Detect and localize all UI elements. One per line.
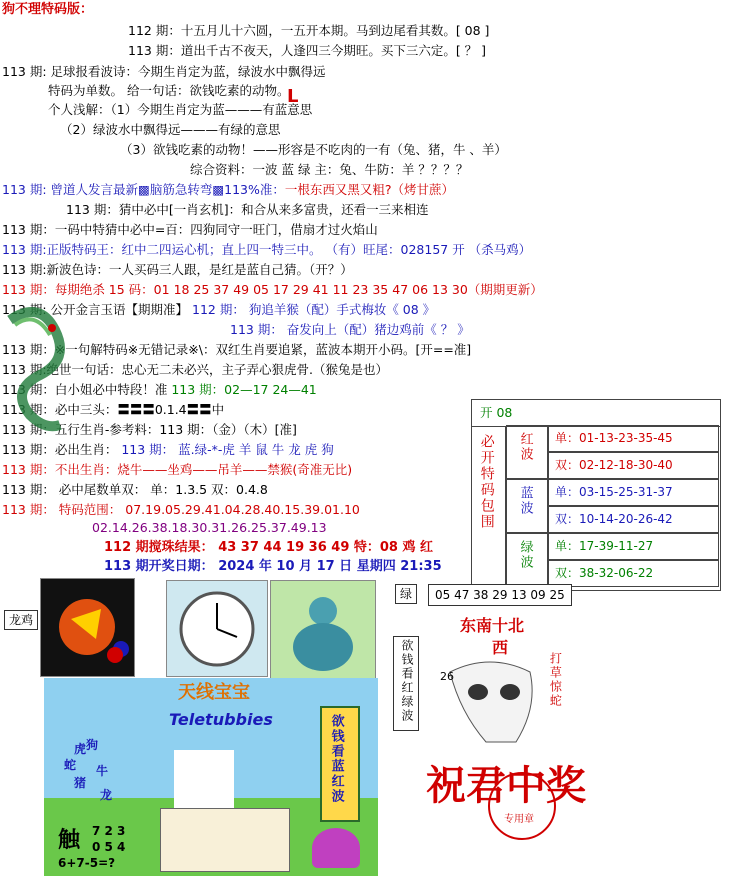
line-interpretation-3: （3）欲钱吃素的动物！——形容是不吃肉的一有（兔、猪，牛 、羊） (120, 142, 507, 157)
line-one-sentence: 113 期：※一句解特码※无错记录※\：双红生肖要追紧，蓝波本期开小码。[开==准] (2, 342, 472, 357)
table-row-numbers: 38-32-06-22 (579, 566, 654, 580)
poster-zodiac-tag: 牛 (96, 764, 109, 778)
line-112-riddle: 112 期：十五月儿十六圆，一五开本期。马到边尾看其数。[ 08 ] (128, 23, 490, 38)
table-row-numbers: 02-12-18-30-40 (579, 458, 673, 472)
cow-skull-image: 东南十北 西 26 打草惊蛇 (430, 612, 580, 762)
table-row-numbers: 03-15-25-31-37 (579, 485, 673, 499)
line-miss-white: 113 期：白小姐必中特段！准 113 期：02—17 24—41 (2, 382, 317, 397)
table-row (548, 506, 719, 533)
poster-math-line: 7 2 3 (92, 824, 126, 838)
table-row-label: 双： (555, 566, 580, 580)
line-guess: 113 期：猜中必中[一肖玄机]：和合从来多富贵，还看一三来相连 (66, 202, 429, 217)
good-luck-text: 祝君中奖 (426, 762, 586, 809)
poster-zodiac-tag: 猪 (74, 776, 87, 790)
poster-zodiac-tag: 狗 (86, 738, 99, 752)
table-row-label: 双： (555, 512, 580, 526)
poster-math-line: 0 5 4 (92, 840, 126, 854)
table-row-label: 单： (555, 431, 580, 445)
line-golden-words: 113 期: 公开金言玉语【期期准】 112 期： 狗追羊猴（配）手式梅妆《 08 》 (2, 302, 436, 317)
line-113-riddle: 113 期：道出千古不夜天，人逢四三今期旺。买下三六定。[ ？ ] (128, 43, 487, 58)
table-row (548, 452, 719, 479)
poster-zodiac-tag: 蛇 (64, 758, 77, 772)
line-range-2: 02.14.26.38.18.30.31.26.25.37.49.13 (92, 520, 327, 535)
callout-numbers: 05 47 38 29 13 09 25 (428, 584, 572, 606)
line-must-zodiac: 113 期：必出生肖： 113 期： 蓝.绿-*-虎 羊 鼠 牛 龙 虎 狗 (2, 442, 334, 457)
table-row (548, 533, 719, 560)
line-football-poem: 113 期: 足球报看波诗：今期生肖定为蓝，绿波水中飘得远 (2, 64, 326, 79)
line-not-zodiac: 113 期：不出生肖：烧牛——坐鸡——吊羊——禁猴(奇准无比) (2, 462, 353, 477)
poster-logo: Teletubbies (169, 710, 273, 729)
rooster-dragon-image (40, 578, 135, 677)
table-row (548, 560, 719, 587)
table-row-numbers: 17-39-11-27 (579, 539, 654, 553)
line-one-code: 113 期：一码中特猜中必中=百：四狗同守一旺门，借扇才过火焰山 (2, 222, 378, 237)
callout-vertical: 欲钱看红绿波 (393, 636, 419, 731)
letter-mark: L (287, 86, 299, 107)
table-row-label: 单： (555, 539, 580, 553)
table-group-2 (506, 533, 548, 587)
table-group-1 (506, 479, 548, 533)
poster-blank (174, 750, 234, 810)
poster-zodiac-tag: 龙 (100, 788, 113, 802)
table-header: 开 08 (472, 400, 720, 427)
teletubbies-poster (44, 678, 378, 876)
vertical-banner: 欲钱看蓝红波 (320, 706, 360, 822)
poster-notes (160, 808, 290, 872)
table-side-label: 必开特码包围 (472, 426, 506, 590)
line-interpretation-2: （2）绿波水中飘得远———有绿的意思 (60, 122, 281, 137)
callout-dragon-chicken: 龙鸡 (4, 610, 38, 630)
poster-title: 天线宝宝 (178, 682, 250, 703)
table-row-numbers: 01-13-23-35-45 (579, 431, 673, 445)
line-odd-number: 特码为单数。 给一句话：欲钱吃素的动物。 (48, 83, 290, 98)
line-tail-numbers: 113 期： 必中尾数单双： 单：1.3.5 双：0.4.8 (2, 482, 268, 497)
table-row-label: 单： (555, 485, 580, 499)
line-draw-date: 113 期开奖日期： 2024 年 10 月 17 日 星期四 21:35 (104, 559, 442, 574)
callout-green: 绿 (395, 584, 417, 604)
line-three-heads: 113 期：必中三头：〓〓〓0.1.4〓〓中 (2, 402, 225, 417)
poster-touch: 触 (58, 828, 81, 853)
table-group-label: 绿波 (517, 540, 533, 570)
line-range: 113 期： 特码范围： 07.19.05.29.41.04.28.40.15.39.01.10 (2, 502, 360, 517)
poster-zodiac-tag: 虎 (74, 742, 87, 756)
line-world-sentence: 113 期:绝世一句话：忠心无二未必兴，主子弄心狠虎骨.（猴兔是也） (2, 362, 389, 377)
line-summary: 综合资料：一波 蓝 绿 主：兔、牛防：羊 ？？？？ (190, 162, 469, 177)
line-draw-result: 112 期搅珠结果： 43 37 44 19 36 49 特：08 鸡 红 (104, 540, 434, 555)
line-king-code: 113 期:正版特码王：红中二四运心机；直上四一特三中。 （有）旺尾：028157 开 （杀马鸡） (2, 242, 532, 257)
official-stamp: 专用章 (488, 772, 556, 840)
buddha-image (270, 580, 376, 680)
table-group-0 (506, 425, 548, 479)
table-row-numbers: 10-14-20-26-42 (579, 512, 673, 526)
line-riddle-question: 113 期: 曾道人发言最新▩脑筋急转弯▩113%准：一根东西又黑又粗?（烤甘蔗） (2, 182, 455, 197)
line-color-poem: 113 期:新波色诗：一人买码三人跟，是红是蓝自己猜。（开？） (2, 262, 353, 277)
line-interpretation-1: 个人浅解：（1）今期生肖定为蓝———有蓝意思 (48, 102, 313, 117)
page-title: 狗不理特码版： (2, 2, 94, 17)
table-group-label: 红波 (517, 432, 533, 462)
dragon-image (0, 300, 70, 435)
poster-math-line: 6+7-5=? (58, 856, 116, 870)
clock-image (166, 580, 268, 677)
line-113-pair: 113 期： 奋发向上（配）猪边鸡前《 ？ 》 (230, 322, 470, 337)
table-row-label: 双： (555, 458, 580, 472)
table-group-label: 蓝波 (517, 486, 533, 516)
table-row (548, 479, 719, 506)
sheep-icon (312, 828, 360, 868)
table-row (548, 425, 719, 452)
line-kill-15: 113 期：每期绝杀 15 码：01 18 25 37 49 05 17 29 41 11 23 35 47 06 13 30（期期更新） (2, 282, 543, 297)
line-five-elements: 113 期：五行生肖-参考料：113 期：（金）（木）[准] (2, 422, 297, 437)
